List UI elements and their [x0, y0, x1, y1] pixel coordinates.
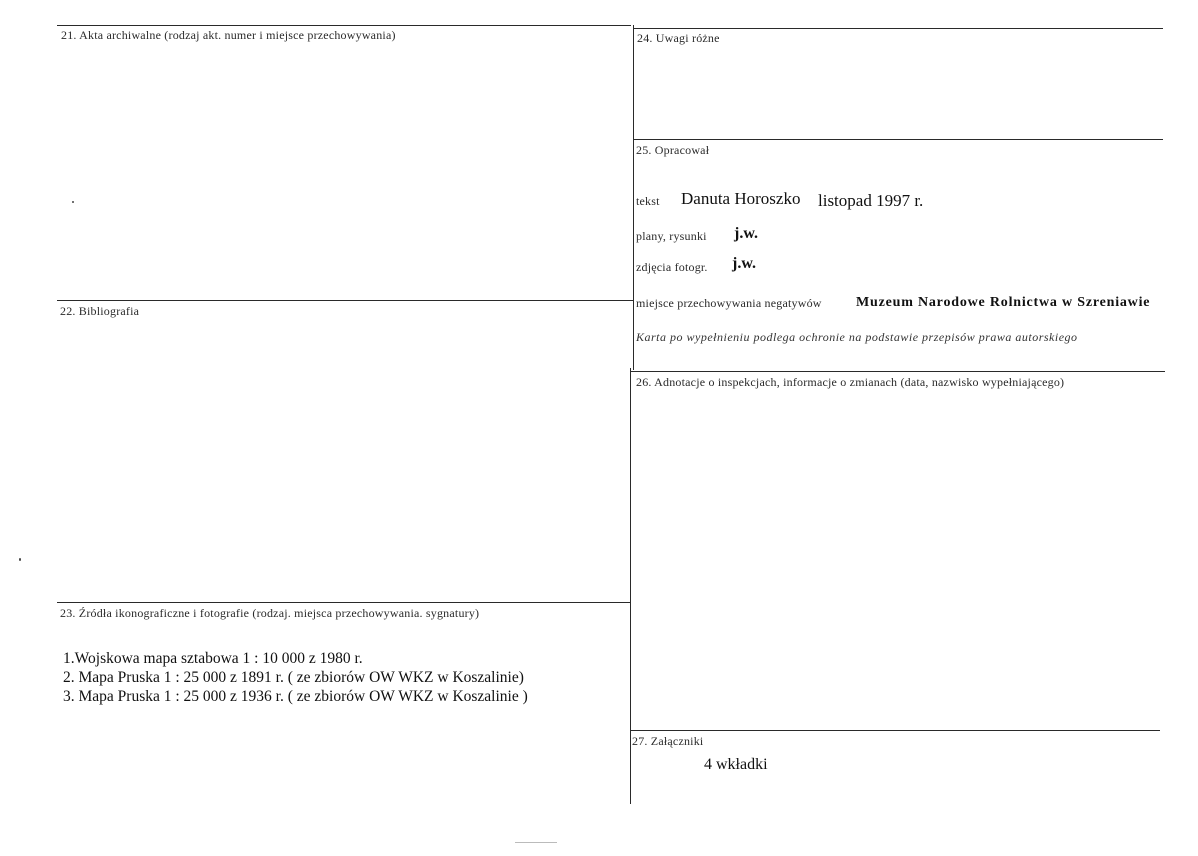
source-item-3: 3. Mapa Pruska 1 : 25 000 z 1936 r. ( ze zbiorów OW WKZ w Koszalinie )	[63, 688, 528, 705]
plans-value: j.w.	[734, 225, 758, 242]
section-25-label: 25. Opracował	[636, 143, 710, 157]
section-23-label: 23. Źródła ikonograficzne i fotografie (rodzaj. miejsca przechowywania. sygnatury)	[60, 606, 480, 620]
rule-26-27	[630, 730, 1160, 731]
section-21-label: 21. Akta archiwalne (rodzaj akt. numer i miejsce przechowywania)	[61, 28, 396, 42]
source-list	[63, 649, 528, 706]
section-26-label: 26. Adnotacje o inspekcjach, informacje o zmianach (data, nazwisko wypełniającego)	[636, 375, 1065, 389]
photos-value: j.w.	[732, 255, 756, 272]
rule-24-25	[633, 139, 1163, 140]
source-item-1: 1.Wojskowa mapa sztabowa 1 : 10 000 z 1980 r.	[63, 650, 363, 667]
scan-mark	[515, 842, 557, 843]
photos-field-label: zdjęcia fotogr.	[636, 260, 708, 274]
section-22-label: 22. Bibliografia	[60, 304, 140, 318]
section-27-label: 27. Załączniki	[632, 734, 704, 748]
center-divider-lower	[630, 368, 631, 804]
negatives-value: Muzeum Narodowe Rolnictwa w Szreniawie	[856, 295, 1151, 310]
author-date: listopad 1997 r.	[818, 191, 924, 210]
author-name: Danuta Horoszko	[681, 189, 801, 208]
source-item-2: 2. Mapa Pruska 1 : 25 000 z 1891 r. ( ze zbiorów OW WKZ w Koszalinie)	[63, 669, 524, 686]
scan-speck	[19, 558, 21, 561]
scan-speck	[72, 201, 74, 203]
text-field-label: tekst	[636, 194, 660, 208]
center-divider-upper	[633, 25, 634, 370]
attachments-value: 4 wkładki	[704, 756, 768, 773]
rule-21-22	[57, 300, 633, 301]
plans-field-label: plany, rysunki	[636, 229, 707, 243]
right-top-rule	[633, 28, 1163, 29]
rule-25-26	[630, 371, 1165, 372]
left-top-rule	[57, 25, 631, 26]
negatives-field-label: miejsce przechowywania negatywów	[636, 296, 822, 310]
section-24-label: 24. Uwagi różne	[637, 31, 720, 45]
copyright-note: Karta po wypełnieniu podlega ochronie na podstawie przepisów prawa autorskiego	[636, 330, 1078, 344]
rule-22-23	[57, 602, 630, 603]
